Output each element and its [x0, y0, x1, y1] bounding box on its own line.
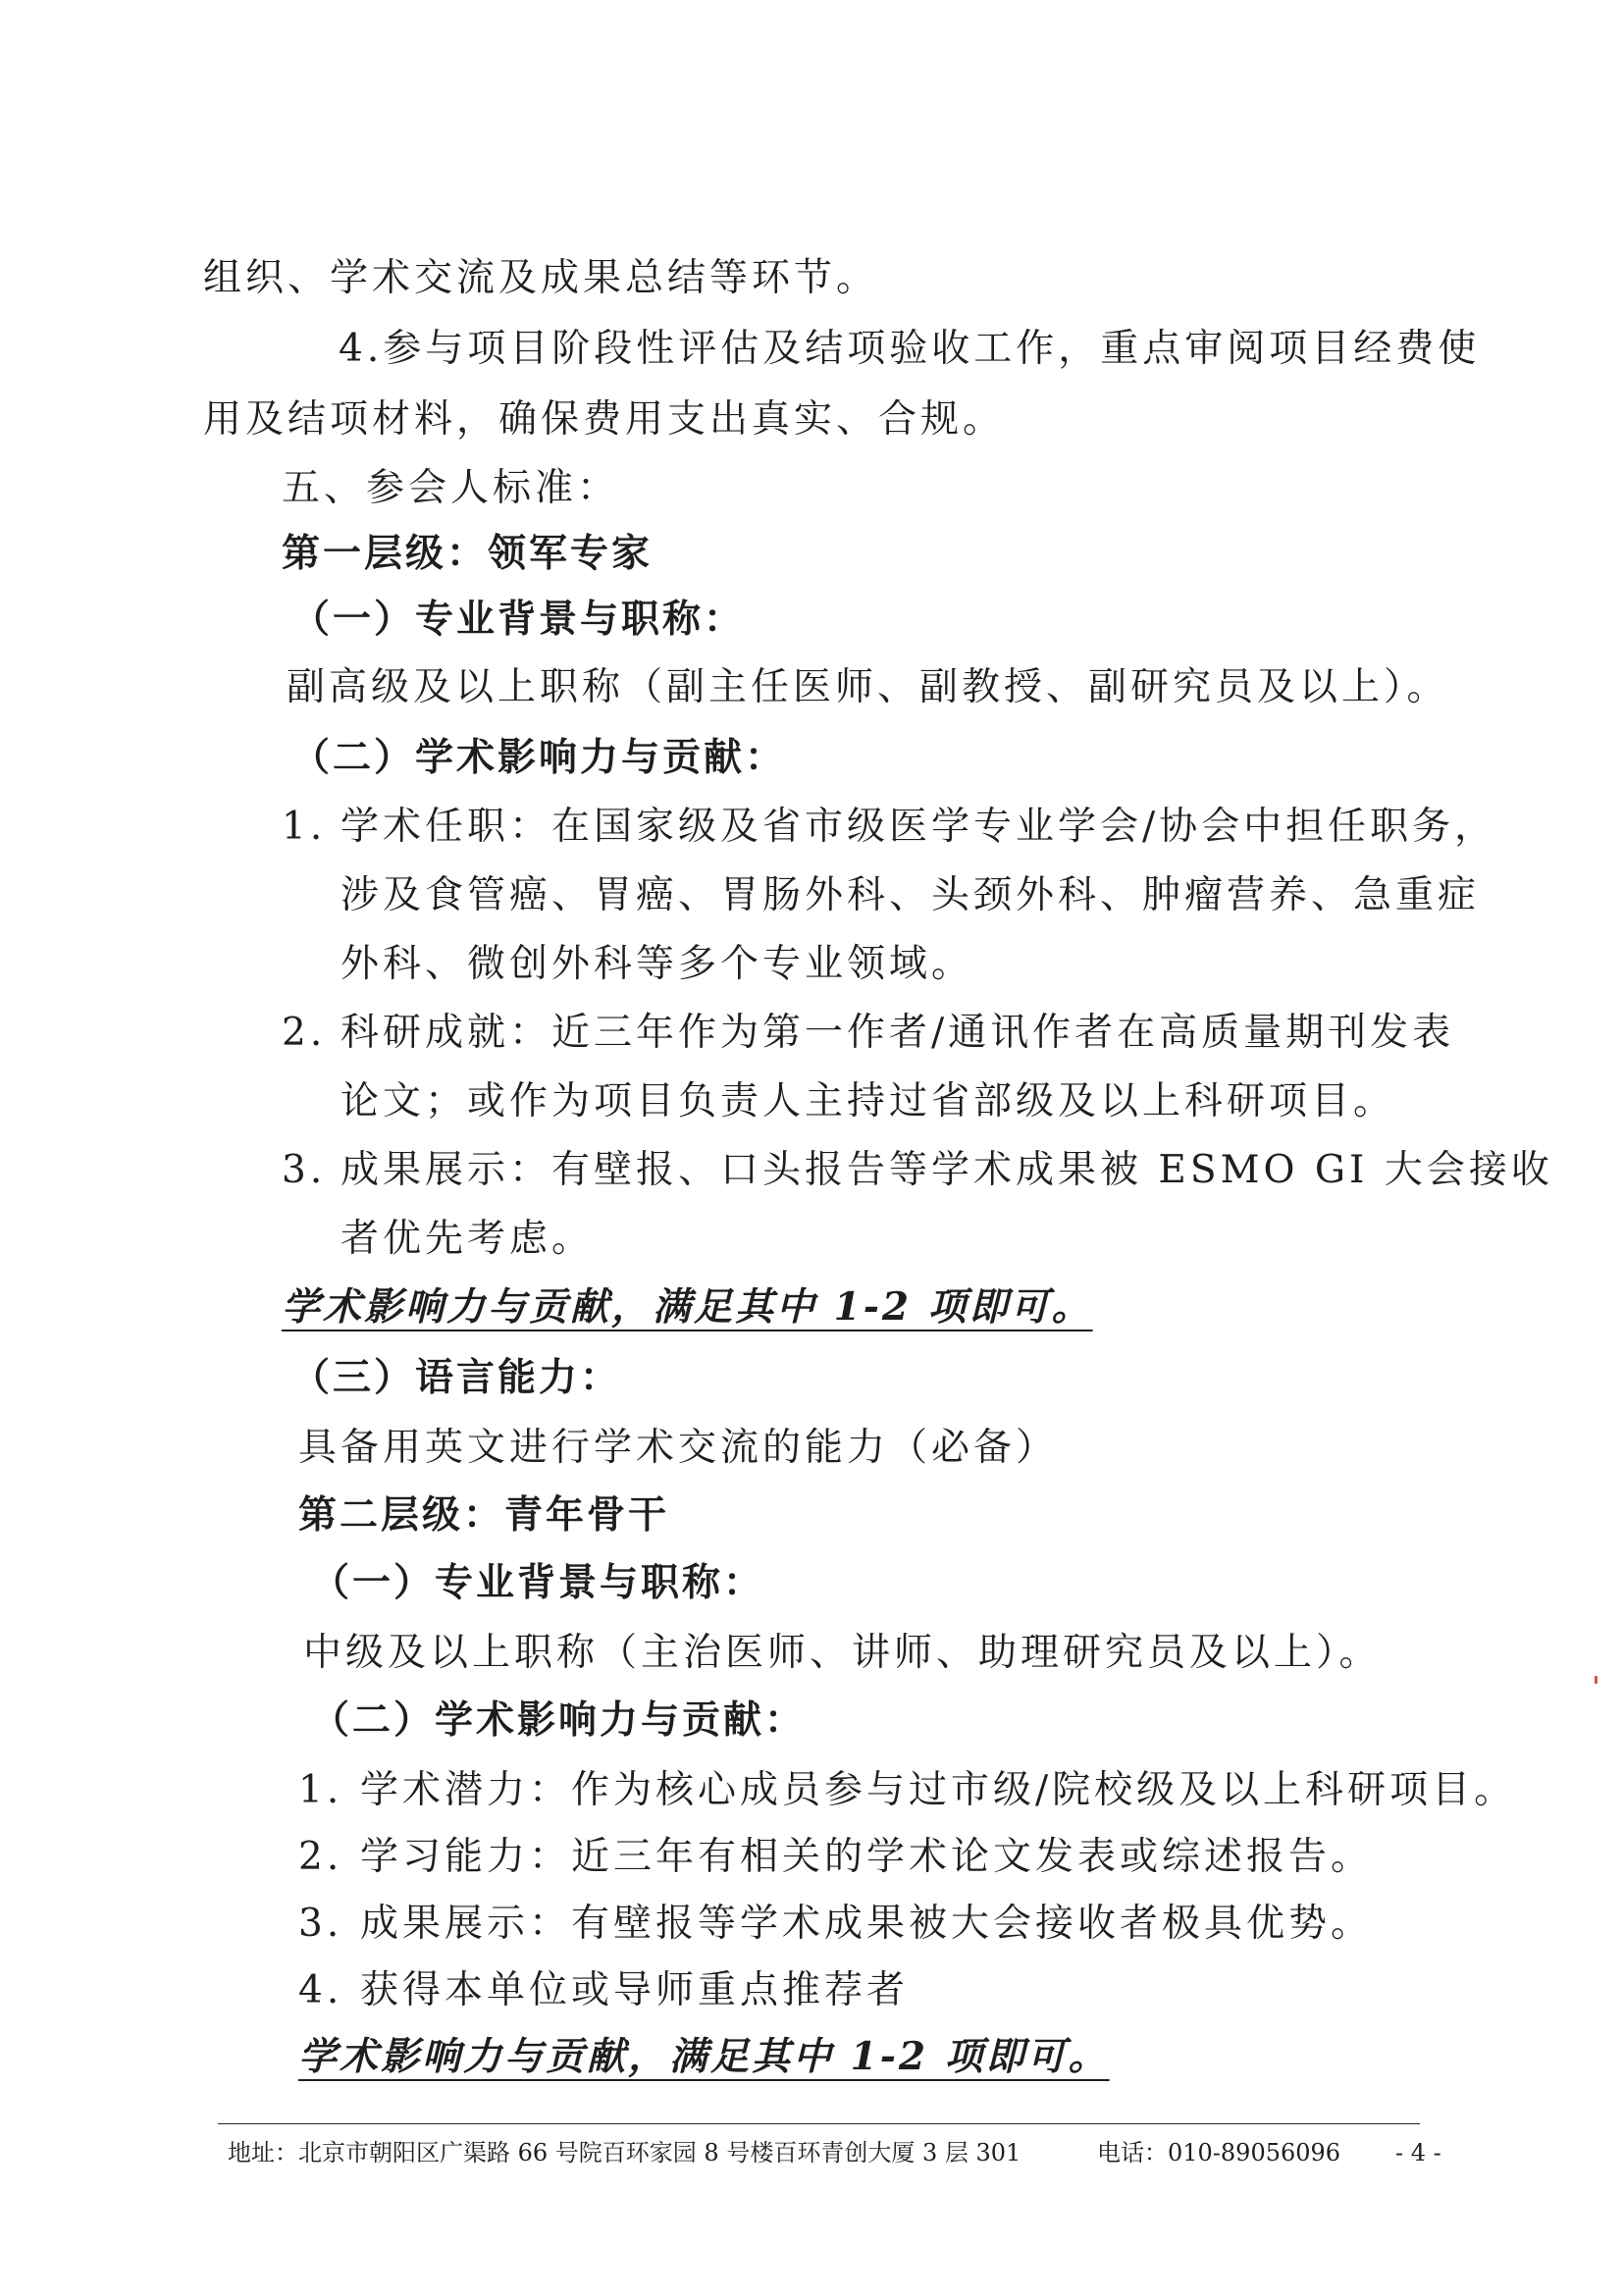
list-item-line: 论文；或作为项目负责人主持过省部级及以上科研项目。: [340, 1079, 1396, 1123]
list-item-text: 学习能力：近三年有相关的学术论文发表或综述报告。: [360, 1835, 1374, 1879]
list-item-line: 学术任职：在国家级及省市级医学专业学会/协会中担任职务，: [340, 805, 1497, 849]
page-number: - 4 -: [1395, 2139, 1441, 2166]
footer-phone: 电话：010-89056096: [1097, 2139, 1341, 2166]
section-title: 五、参会人标准：: [282, 466, 620, 510]
list-item-number: 3.: [298, 1902, 343, 1946]
tier1-title: 第一层级：领军专家: [282, 532, 654, 576]
list-item-line: 涉及食管癌、胃癌、胃肠外科、头颈外科、肿瘤营养、急重症: [340, 873, 1481, 917]
list-item-line: 成果展示：有壁报、口头报告等学术成果被 ESMO GI 大会接收: [340, 1148, 1553, 1192]
list-item-line: 外科、微创外科等多个专业领域。: [340, 942, 974, 986]
tier2-heading-1-text: 中级及以上职称（主治医师、讲师、助理研究员及以上）。: [303, 1631, 1382, 1675]
list-item-text: 获得本单位或导师重点推荐者: [360, 1968, 910, 2012]
list-item-number: 2.: [282, 1011, 327, 1055]
tier1-note: 学术影响力与贡献，满足其中 1-2 项即可。: [282, 1284, 1093, 1330]
tier2-heading-2: （二）学术影响力与贡献：: [311, 1698, 807, 1743]
tier1-heading-3: （三）语言能力：: [291, 1356, 622, 1400]
list-item-number: 3.: [282, 1148, 327, 1192]
tier2-title: 第二层级：青年骨干: [298, 1493, 670, 1538]
footer-rule: [218, 2123, 1420, 2124]
tier1-heading-2: （二）学术影响力与贡献：: [291, 736, 787, 780]
tier2-heading-1: （一）专业背景与职称：: [311, 1561, 765, 1605]
paragraph-line: 组织、学术交流及成果总结等环节。: [203, 256, 879, 300]
list-item-number: 4.: [298, 1968, 343, 2012]
tier1-heading-1-text: 副高级及以上职称（副主任医师、副教授、副研究员及以上）。: [287, 665, 1449, 709]
paragraph-line: 用及结项材料，确保费用支出真实、合规。: [203, 397, 1006, 442]
list-item-number: 1.: [282, 805, 327, 849]
tier2-note: 学术影响力与贡献，满足其中 1-2 项即可。: [298, 2034, 1110, 2079]
list-item-text: 成果展示：有壁报等学术成果被大会接收者极具优势。: [360, 1902, 1374, 1946]
tier1-heading-1: （一）专业背景与职称：: [291, 598, 746, 642]
scan-mark: [1595, 1676, 1597, 1684]
list-item-line: 者优先考虑。: [340, 1217, 595, 1261]
list-item-text: 学术潜力：作为核心成员参与过市级/院校级及以上科研项目。: [360, 1768, 1517, 1812]
footer-address: 地址：北京市朝阳区广渠路 66 号院百环家园 8 号楼百环青创大厦 3 层 301: [228, 2139, 1021, 2166]
tier1-heading-3-text: 具备用英文进行学术交流的能力（必备）: [298, 1426, 1059, 1470]
paragraph-line: 4.参与项目阶段性评估及结项验收工作，重点审阅项目经费使: [339, 327, 1481, 371]
list-item-number: 2.: [298, 1835, 343, 1879]
list-item-number: 1.: [298, 1768, 343, 1812]
list-item-line: 科研成就：近三年作为第一作者/通讯作者在高质量期刊发表: [340, 1011, 1455, 1055]
